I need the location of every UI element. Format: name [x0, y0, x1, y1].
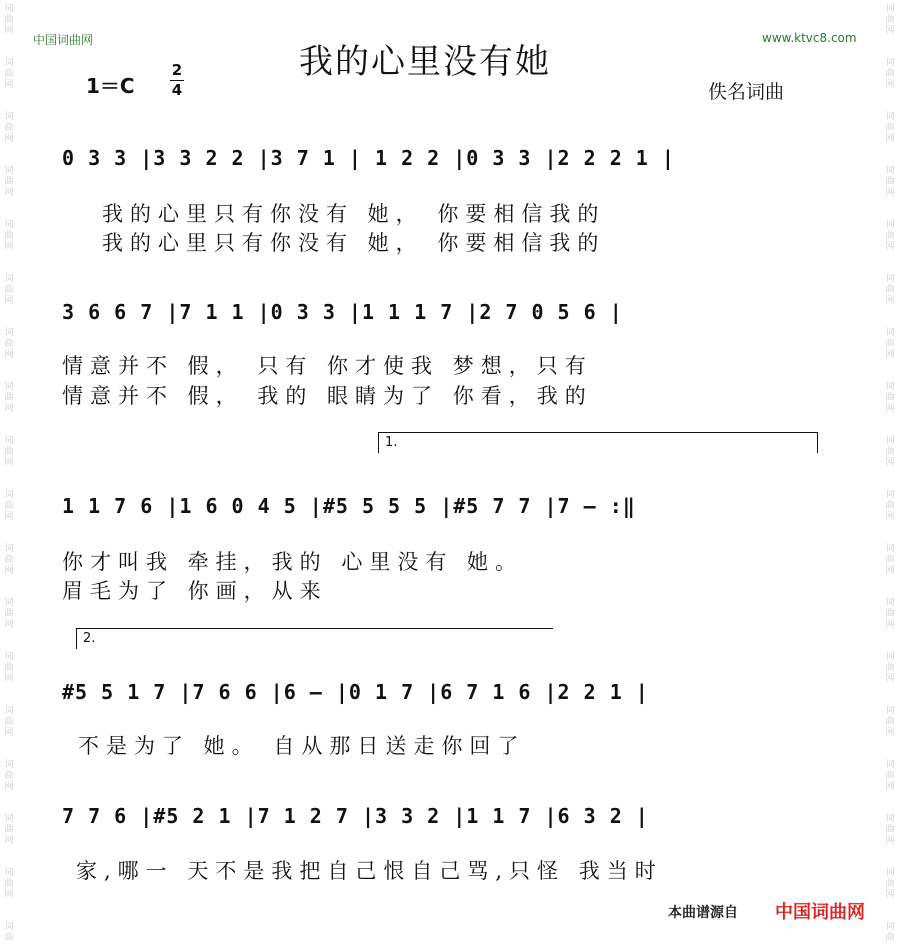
- watermark-char: 词: [4, 652, 14, 662]
- key-signature: 1＝C: [86, 74, 135, 98]
- watermark-char: 曲: [885, 285, 895, 295]
- watermark-char: 曲: [885, 771, 895, 781]
- watermark-char: 网: [885, 674, 895, 684]
- watermark-char: 曲: [4, 69, 14, 79]
- watermark-char: 网: [4, 404, 14, 414]
- watermark-char: 词: [885, 868, 895, 878]
- source-label: 本曲谱源自: [668, 905, 738, 921]
- watermark-char: 网: [885, 350, 895, 360]
- watermark-char: 词: [885, 760, 895, 770]
- watermark-char: 词: [4, 598, 14, 608]
- watermark-char: 网: [4, 836, 14, 846]
- watermark-char: 网: [885, 404, 895, 414]
- watermark-char: 曲: [4, 933, 14, 943]
- watermark-char: 词: [4, 544, 14, 554]
- watermark-char: 曲: [885, 123, 895, 133]
- system-1-notes: 0 3 3 |3 3 2 2 |3 7 1 | 1 2 2 |0 3 3 |2 2 2 1 |: [62, 146, 675, 170]
- watermark-char: 网: [885, 26, 895, 36]
- watermark-char: 网: [4, 674, 14, 684]
- watermark-char: 曲: [885, 447, 895, 457]
- system-5-lyric-1: 家,哪一 天不是我把自己恨自己骂,只怪 我当时: [76, 859, 663, 883]
- system-3-lyric-1: 你才叫我 牵挂，我的 心里没有 她。: [62, 550, 524, 574]
- watermark-char: 词: [885, 436, 895, 446]
- watermark-char: 曲: [4, 555, 14, 565]
- watermark-char: 网: [4, 890, 14, 900]
- watermark-char: 网: [4, 350, 14, 360]
- watermark-char: 网: [885, 836, 895, 846]
- watermark-char: 曲: [885, 231, 895, 241]
- watermark-char: 网: [4, 134, 14, 144]
- watermark-char: 词: [4, 4, 14, 14]
- watermark-char: 词: [4, 112, 14, 122]
- watermark-char: 词: [4, 166, 14, 176]
- watermark-char: 词: [4, 868, 14, 878]
- watermark-char: 网: [885, 728, 895, 738]
- watermark-char: 词: [885, 112, 895, 122]
- watermark-char: 网: [885, 566, 895, 576]
- meter-bottom: 4: [171, 81, 183, 99]
- watermark-char: 曲: [885, 177, 895, 187]
- watermark-char: 曲: [4, 123, 14, 133]
- watermark-char: 网: [885, 80, 895, 90]
- watermark-char: 词: [885, 544, 895, 554]
- watermark-char: 网: [4, 458, 14, 468]
- system-2-lyric-1: 情意并不 假， 只有 你才使我 梦想，只有: [62, 354, 593, 378]
- watermark-char: 词: [885, 166, 895, 176]
- site-name-left[interactable]: 中国词曲网: [33, 33, 94, 47]
- watermark-char: 词: [4, 814, 14, 824]
- system-2-notes: 3 6 6 7 |7 1 1 |0 3 3 |1 1 1 7 |2 7 0 5 6 |: [62, 300, 623, 324]
- watermark-char: 网: [885, 890, 895, 900]
- watermark-char: 网: [885, 458, 895, 468]
- watermark-char: 曲: [4, 501, 14, 511]
- watermark-char: 词: [885, 598, 895, 608]
- watermark-char: 曲: [4, 447, 14, 457]
- watermark-char: 曲: [4, 609, 14, 619]
- system-1-lyric-1: 我的心里只有你没有 她， 你要相信我的: [102, 202, 606, 226]
- watermark-char: 曲: [885, 717, 895, 727]
- system-3-notes: 1 1 7 6 |1 6 0 4 5 |#5 5 5 5 |#5 7 7 |7 — :‖: [62, 494, 636, 518]
- watermark-char: 网: [885, 782, 895, 792]
- second-ending-bracket: [76, 628, 553, 649]
- watermark-char: 曲: [885, 825, 895, 835]
- watermark-char: 网: [885, 620, 895, 630]
- watermark-char: 曲: [885, 663, 895, 673]
- watermark-char: 词: [4, 706, 14, 716]
- watermark-char: 词: [885, 490, 895, 500]
- watermark-char: 词: [4, 58, 14, 68]
- watermark-char: 曲: [885, 69, 895, 79]
- watermark-char: 词: [885, 58, 895, 68]
- system-4-notes: #5 5 1 7 |7 6 6 |6 — |0 1 7 |6 7 1 6 |2 2 1 |: [62, 680, 649, 704]
- watermark-char: 曲: [4, 231, 14, 241]
- system-1-lyric-2: 我的心里只有你没有 她， 你要相信我的: [102, 231, 606, 255]
- site-url-right[interactable]: www.ktvc8.com: [762, 31, 857, 45]
- watermark-char: 曲: [4, 663, 14, 673]
- watermark-char: 曲: [885, 393, 895, 403]
- meter-top: 2: [171, 61, 183, 79]
- watermark-char: 词: [885, 4, 895, 14]
- song-title: 我的心里没有她: [299, 42, 551, 82]
- watermark-char: 词: [4, 382, 14, 392]
- system-4-lyric-1: 不是为了 她。 自从那日送走你回了: [78, 734, 526, 758]
- watermark-char: 网: [4, 728, 14, 738]
- watermark-char: 曲: [885, 879, 895, 889]
- first-ending-label: 1.: [385, 435, 398, 450]
- watermark-char: 曲: [885, 555, 895, 565]
- watermark-char: 网: [4, 512, 14, 522]
- watermark-char: 曲: [885, 15, 895, 25]
- watermark-char: 词: [885, 328, 895, 338]
- watermark-right: [883, 0, 897, 949]
- watermark-char: 词: [885, 814, 895, 824]
- watermark-char: 词: [4, 922, 14, 932]
- system-3-lyric-2: 眉毛为了 你画，从来: [62, 579, 328, 603]
- watermark-char: 网: [4, 296, 14, 306]
- watermark-char: 词: [885, 274, 895, 284]
- watermark-char: 曲: [4, 339, 14, 349]
- watermark-char: 曲: [4, 15, 14, 25]
- author-credit: 佚名词曲: [708, 81, 785, 103]
- watermark-char: 词: [885, 652, 895, 662]
- watermark-char: 词: [885, 382, 895, 392]
- system-5-notes: 7 7 6 |#5 2 1 |7 1 2 7 |3 3 2 |1 1 7 |6 3 2 |: [62, 804, 649, 828]
- watermark-char: 网: [4, 620, 14, 630]
- watermark-char: 曲: [4, 825, 14, 835]
- watermark-char: 词: [4, 328, 14, 338]
- watermark-char: 网: [885, 512, 895, 522]
- watermark-char: 曲: [4, 771, 14, 781]
- system-2-lyric-2: 情意并不 假， 我的 眼睛为了 你看，我的: [62, 384, 593, 408]
- watermark-char: 词: [885, 922, 895, 932]
- watermark-char: 网: [885, 242, 895, 252]
- watermark-char: 曲: [4, 177, 14, 187]
- watermark-char: 网: [4, 782, 14, 792]
- watermark-char: 网: [885, 134, 895, 144]
- watermark-char: 网: [885, 188, 895, 198]
- first-ending-bracket: [378, 432, 818, 453]
- watermark-char: 曲: [885, 609, 895, 619]
- watermark-char: 词: [885, 220, 895, 230]
- watermark-char: 词: [4, 760, 14, 770]
- watermark-char: 词: [4, 436, 14, 446]
- watermark-char: 网: [4, 566, 14, 576]
- watermark-char: 曲: [4, 879, 14, 889]
- watermark-char: 网: [4, 242, 14, 252]
- second-ending-label: 2.: [83, 631, 96, 646]
- watermark-left: [2, 0, 16, 949]
- watermark-char: 词: [4, 220, 14, 230]
- watermark-char: 词: [4, 274, 14, 284]
- watermark-char: 词: [4, 490, 14, 500]
- watermark-char: 曲: [4, 285, 14, 295]
- time-signature: [170, 62, 184, 99]
- watermark-char: 曲: [885, 339, 895, 349]
- watermark-char: 曲: [885, 933, 895, 943]
- source-site-link[interactable]: 中国词曲网: [775, 902, 865, 923]
- watermark-char: 曲: [885, 501, 895, 511]
- watermark-char: 网: [885, 296, 895, 306]
- watermark-char: 网: [4, 80, 14, 90]
- watermark-char: 曲: [4, 717, 14, 727]
- watermark-char: 词: [885, 706, 895, 716]
- watermark-char: 网: [4, 188, 14, 198]
- watermark-char: 曲: [4, 393, 14, 403]
- watermark-char: 网: [4, 26, 14, 36]
